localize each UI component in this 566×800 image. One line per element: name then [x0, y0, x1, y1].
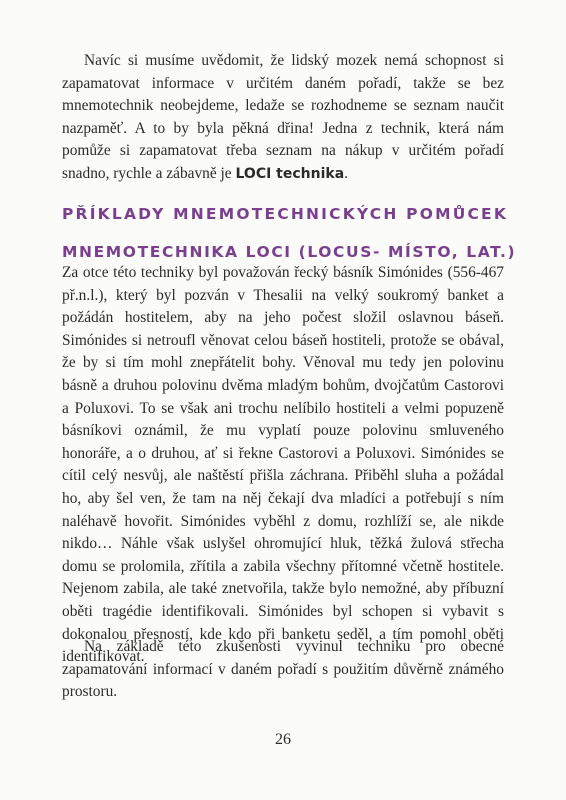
loci-technique-term: LOCI technika	[235, 165, 345, 182]
conclusion-paragraph: Na základě této zkušenosti vyvinul techniku pro obecné zapamatování informací v daném pořadí s použitím důvěrně známého prostoru.	[62, 638, 504, 701]
page-number: 26	[275, 731, 291, 748]
intro-text: Navíc si musíme uvědomit, že lidský mozek nemá schopnost si zapamatovat informace v určitém daném pořadí, takže se bez mnemotechnik neobejdeme, ledaže se rozhodneme se seznam naučit nazpaměť. A to by byla pěkná dřina! Jedna z technik, která nám pomůže si zapamatovat třeba seznam na nákup v určitém pořadí snadno, rychle a zábavně je	[62, 52, 504, 182]
section-heading: PŘÍKLADY MNEMOTECHNICKÝCH POMŮCEK	[62, 205, 509, 223]
story-paragraph: Za otce této techniky byl považován řecký básník Simónides (556-467 př.n.l.), který byl pozván v Thesalii na velký soukromý banket a požádán hostitelem, aby na jeho počest složil oslavnou báseň. Simónides si netroufl věnovat celou báseň hostiteli, protože se obával, že by si tím mohl znepřátelit bohy. Věnoval mu tedy jen polovinu básně a druhou polovinu dvěma mladým bohům, dvojčatům Castorovi a Poluxovi. To se však ani trochu nelíbilo hostiteli a velmi popuzeně básníkovi oznámil, že mu vyplatí pouze polovinu smluveného honoráře, a o druhou, ať si řekne Castorovi a Poluxovi. Simónides se cítil celý nesvůj, ale naštěstí přišla záchrana. Přiběhl sluha a požádal ho, aby šel ven, že tam na něj čekají dva mladíci a potřebují s ním naléhavě hovořit. Simónides vyběhl z domu, rozhlíží se, ale nikde nikdo… Náhle však uslyšel ohromující hluk, těžká žulová střecha domu se prolomila, zřítila a zabila všechny přítomné včetně hostitele. Nejenom zabila, ale také znetvořila, takže bylo nemožné, aby příbuzní oběti tragédie identifikovali. Simónides byl schopen si vybavit s dokonalou přesností, kde kdo při banketu seděl, a tím pomohl oběti identifikovat.	[62, 264, 504, 666]
intro-paragraph	[62, 50, 504, 186]
intro-text-end: .	[344, 164, 349, 182]
subsection-heading: MNEMOTECHNIKA LOCI (LOCUS- MÍSTO, LAT.)	[62, 243, 517, 261]
